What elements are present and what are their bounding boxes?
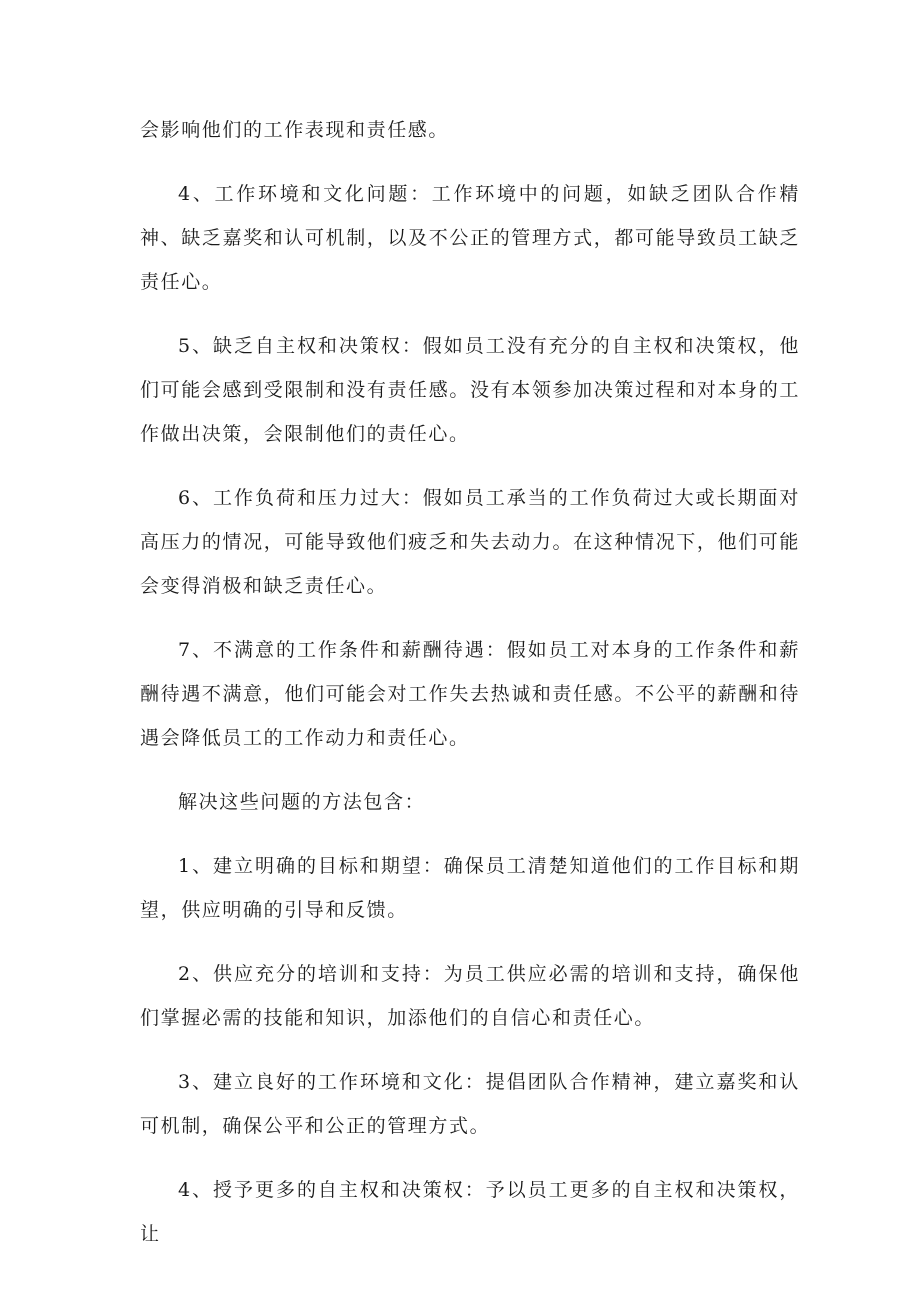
paragraph-autonomy: 5、缺乏自主权和决策权：假如员工没有充分的自主权和决策权，他们可能会感到受限制和没有责任感。没有本领参加决策过程和对本身的工作做出决策，会限制他们的责任心。: [140, 335, 800, 445]
paragraph-solutions-intro: 解决这些问题的方法包含：: [178, 791, 426, 813]
paragraph-continuation: 会影响他们的工作表现和责任感。: [140, 119, 450, 141]
paragraph-solution-goals: 1、建立明确的目标和期望：确保员工清楚知道他们的工作目标和期望，供应明确的引导和反馈。: [140, 855, 800, 921]
paragraph-compensation: 7、不满意的工作条件和薪酬待遇：假如员工对本身的工作条件和薪酬待遇不满意，他们可能会对工作失去热诚和责任感。不公平的薪酬和待遇会降低员工的工作动力和责任心。: [140, 639, 800, 749]
paragraph-solution-autonomy: 4、授予更多的自主权和决策权：予以员工更多的自主权和决策权，让: [140, 1179, 800, 1245]
paragraph-solution-culture: 3、建立良好的工作环境和文化：提倡团队合作精神，建立嘉奖和认可机制，确保公平和公正的管理方式。: [140, 1071, 800, 1137]
paragraph-workload: 6、工作负荷和压力过大：假如员工承当的工作负荷过大或长期面对高压力的情况，可能导致他们疲乏和失去动力。在这种情况下，他们可能会变得消极和缺乏责任心。: [140, 487, 800, 597]
paragraph-work-environment: 4、工作环境和文化问题：工作环境中的问题，如缺乏团队合作精神、缺乏嘉奖和认可机制，以及不公正的管理方式，都可能导致员工缺乏责任心。: [140, 183, 800, 293]
paragraph-solution-training: 2、供应充分的培训和支持：为员工供应必需的培训和支持，确保他们掌握必需的技能和知识，加添他们的自信心和责任心。: [140, 963, 800, 1029]
document-body: [140, 108, 800, 1276]
